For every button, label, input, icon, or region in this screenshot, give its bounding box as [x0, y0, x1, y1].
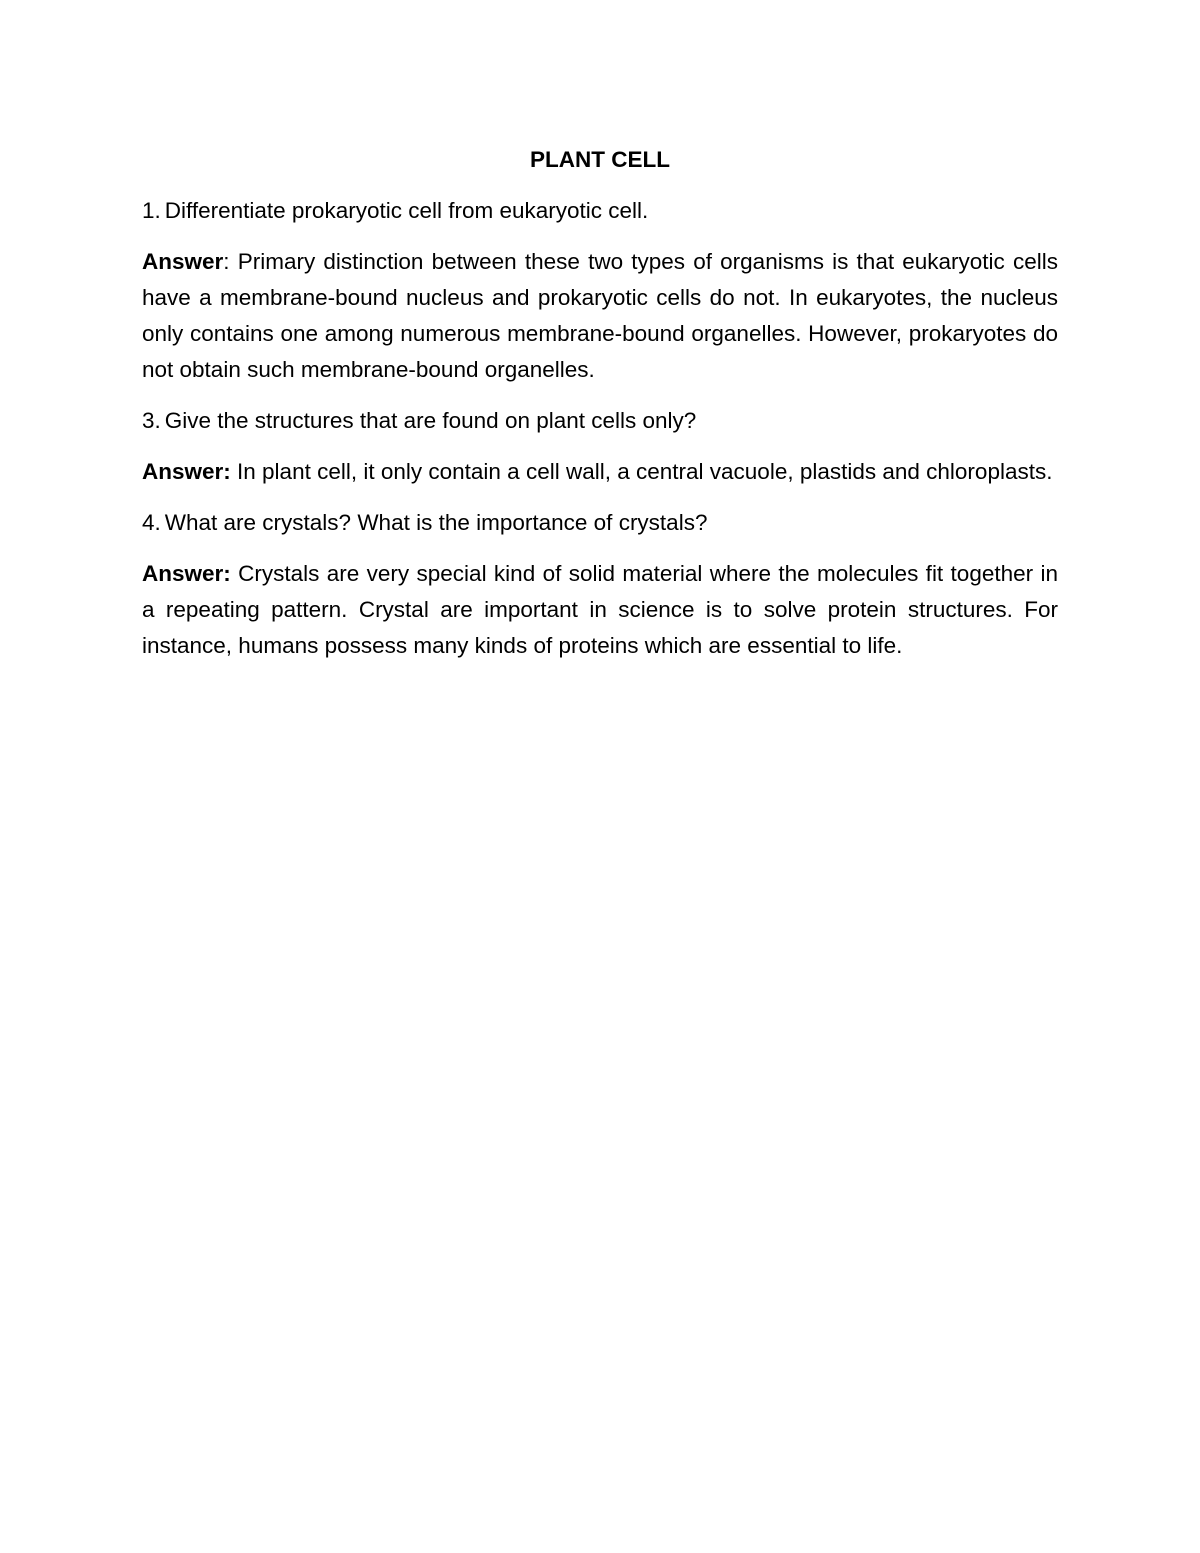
answer-4 — [142, 556, 1058, 664]
answer-1 — [142, 244, 1058, 388]
document-content — [142, 142, 1058, 679]
question-4 — [142, 505, 1058, 541]
question-number: 3. — [142, 408, 161, 433]
answer-text: Crystals are very special kind of solid material where the molecules fit together in a repeating pattern. Crystal are important in science is to solve protein structures. For instance, humans possess many kinds of proteins which are essential to life. — [142, 561, 1058, 658]
answer-separator: : — [223, 249, 230, 274]
question-1 — [142, 193, 1058, 229]
answer-label: Answer: — [142, 561, 231, 586]
answer-text: In plant cell, it only contain a cell wall, a central vacuole, plastids and chloroplasts. — [230, 459, 1053, 484]
document-title: PLANT CELL — [530, 147, 670, 172]
question-text: Give the structures that are found on plant cells only? — [164, 408, 697, 433]
question-number: 1. — [142, 198, 161, 223]
answer-3 — [142, 454, 1058, 490]
answer-label: Answer: — [142, 459, 231, 484]
question-3 — [142, 403, 1058, 439]
question-text: What are crystals? What is the importance of crystals? — [164, 510, 708, 535]
question-text: Differentiate prokaryotic cell from eukaryotic cell. — [164, 198, 649, 223]
answer-text: Primary distinction between these two types of organisms is that eukaryotic cells have a membrane-bound nucleus and prokaryotic cells do not. In eukaryotes, the nucleus only contains one among numerous membrane-bound organelles. However, prokaryotes do not obtain such membrane-bound organelles. — [142, 249, 1058, 382]
answer-label: Answer — [142, 249, 224, 274]
question-number: 4. — [142, 510, 161, 535]
